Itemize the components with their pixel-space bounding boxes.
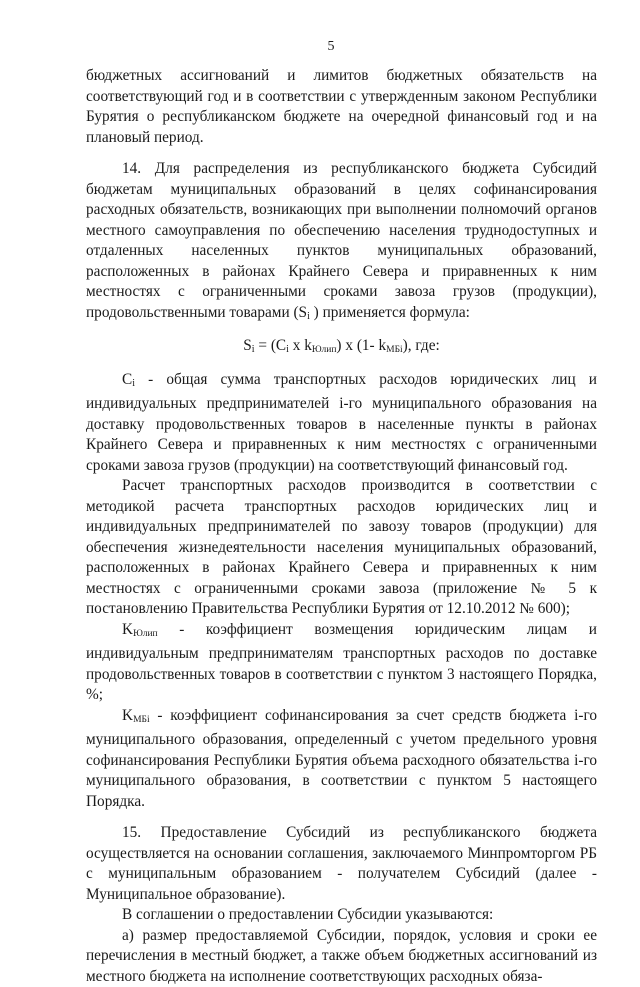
definition-k-mbi — [86, 706, 597, 813]
formula-part: ) x (1- k — [336, 337, 386, 354]
document-body — [86, 66, 597, 987]
formula — [86, 336, 597, 361]
definition-text: - коэффициент софинансирования за счет средств бюджета i-го муниципального образования, определенный с учетом предельного уровня софинансирования Республики Бурятия объема расходного обязательства i-го муниципального образования, в соответствии с пунктом 5 настоящего Порядка. — [86, 707, 597, 810]
symbol: K — [122, 707, 133, 724]
subscript: МБi — [133, 715, 150, 725]
subscript: i — [132, 378, 135, 389]
paragraph-text-end: ) применяется формула: — [310, 304, 470, 321]
paragraph-continuation: бюджетных ассигнований и лимитов бюджетных обязательств на соответствующий год и в соответствии с утвержденным законом Республики Бурятия о республиканском бюджете на очередной финансовый год и на плановый период. — [86, 66, 597, 148]
subscript: i — [307, 311, 310, 322]
subscript: Юлип — [133, 629, 158, 639]
paragraph-item-14 — [86, 159, 597, 327]
definition-k-ulip — [86, 620, 597, 706]
definition-ci — [86, 370, 597, 477]
formula-sub: МБi — [386, 345, 403, 355]
formula-s: S — [243, 337, 252, 354]
paragraph-agreement: В соглашении о предоставлении Субсидии указываются: — [86, 905, 597, 926]
paragraph-item-a: а) размер предоставляемой Субсидии, порядок, условия и сроки ее перечисления в местный бюджет, а также объем бюджетных ассигнований из местного бюджета на исполнение соответствующих расходных обяза- — [86, 926, 597, 987]
page-number: 5 — [0, 38, 640, 56]
symbol: K — [122, 621, 133, 638]
paragraph-text: 14. Для распределения из республиканского бюджета Субсидий бюджетам муниципальных образований в целях софинансирования расходных обязательств, возникающих при выполнении полномочий органов местного самоуправления по обеспечению населения труднодоступных и отдаленных населенных пунктов муниципальных образований, расположенных в районах Крайнего Севера и приравненных к ним местностях с ограниченными сроками завоза грузов (продукции), продовольственными товарами (S — [86, 160, 597, 321]
symbol: C — [122, 371, 132, 388]
formula-part: x k — [289, 337, 312, 354]
formula-sub: i — [252, 344, 255, 355]
formula-part: = (C — [255, 337, 287, 354]
definition-text: - общая сумма транспортных расходов юридических лиц и индивидуальных предпринимателей i-го муниципального образования на доставку продовольственных товаров в населенные пункты в районах Крайнего Севера и приравненных к ним местностях с ограниченными сроками завоза грузов (продукции) на соответствующий финансовый год. — [86, 371, 597, 474]
formula-sub: i — [286, 344, 289, 355]
definition-text: - коэффициент возмещения юридическим лицам и индивидуальным предпринимателям транспортных расходов по доставке продовольственных товаров в соответствии с пунктом 3 настоящего Порядка, %; — [86, 621, 597, 704]
formula-part: ), где: — [403, 337, 440, 354]
paragraph-item-15: 15. Предоставление Субсидий из республиканского бюджета осуществляется на основании соглашения, заключаемого Минпромторгом РБ с муниципальным образованием - получателем Субсидий (далее - Муниципальное образование). — [86, 823, 597, 905]
paragraph-calculation: Расчет транспортных расходов производится в соответствии с методикой расчета транспортных расходов юридических лиц и индивидуальных предпринимателей по завозу товаров (продукции) для обеспечения жизнедеятельности населения муниципальных образований, расположенных в районах Крайнего Севера и приравненных к ним местностях с ограниченными сроками завоза (приложение № 5 к постановлению Правительства Республики Бурятия от 12.10.2012 № 600); — [86, 476, 597, 620]
formula-sub: Юлип — [312, 345, 337, 355]
